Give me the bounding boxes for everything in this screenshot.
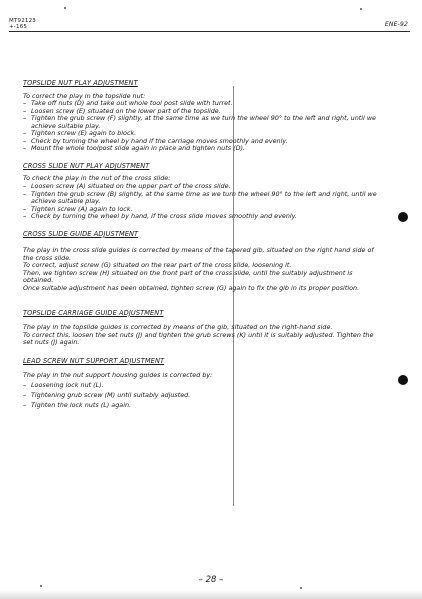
list-item: – Tighten screw (A) again to lock. — [23, 206, 378, 214]
paragraph: Then, we tighten screw (H) situated on the front part of the cross slide, until the suitably adjustment is obtained. — [23, 268, 353, 285]
page-number: – 28 – — [198, 575, 224, 585]
step-list — [23, 380, 378, 410]
section-intro: The play in the nut support housing guides is corrected by: — [23, 371, 213, 380]
section-heading: TOPSLIDE NUT PLAY ADJUSTMENT — [23, 79, 138, 87]
scan-speck — [40, 585, 42, 587]
list-item: – Tightening grub screw (M) until suitably adjusted. — [23, 390, 378, 400]
list-item: – Tighten the grub screw (B) slightly, at the same time as we turn the wheel 90° to the left and right, until we achieve suitable play. — [23, 191, 378, 206]
scan-edge — [0, 590, 422, 599]
list-item: – Loosening lock nut (L). — [23, 380, 378, 390]
list-item: – Check by turning the wheel by hand, if the cross slide moves smoothly and evenly. — [23, 213, 378, 221]
document-body — [23, 80, 378, 410]
section-heading: LEAD SCREW NUT SUPPORT ADJUSTMENT — [23, 356, 165, 365]
step-list — [23, 100, 378, 153]
scan-speck — [64, 7, 66, 9]
list-item: – Check by turning the wheel by hand if the carriage moves smoothly and evenly. — [23, 138, 378, 146]
list-item: – Tighten screw (E) again to block. — [23, 130, 378, 138]
step-list — [23, 183, 378, 221]
list-item: – Loosen screw (E) situated on the lower part of the topslide. — [23, 108, 378, 116]
paragraph: The play in the topslide guides is corrected by means of the gib, situated on the right-hand side. — [23, 323, 333, 332]
punch-hole-bottom — [398, 375, 408, 385]
reference-subcode: +-165 — [9, 24, 28, 30]
paragraph: Once suitable adjustment has been obtained, tighten screw (G) again to fix the gib in its proper position. — [23, 284, 360, 293]
paragraph: To correct this, loosen the set nuts (J) and tighten the grub screws (K) until it is suitably adjusted. Tighten the set nuts (J) again. — [23, 330, 374, 347]
section-heading: TOPSLIDE CARRIAGE GUIDE ADJUSTMENT — [23, 308, 164, 317]
section-cross-slide-nut-play — [23, 163, 378, 221]
section-intro: To check the play in the nut of the cross slide: — [23, 174, 171, 183]
section-lead-screw-nut-support — [23, 358, 378, 410]
paragraph: To correct, adjust screw (G) situated on the rear part of the cross slide, loosening it. — [23, 261, 292, 270]
list-item: – Loosen screw (A) situated on the upper part of the cross slide. — [23, 183, 378, 191]
section-topslide-nut-play — [23, 80, 378, 153]
section-heading: CROSS SLIDE GUIDE ADJUSTMENT — [23, 229, 139, 238]
section-heading: CROSS SLIDE NUT PLAY ADJUSTMENT — [23, 161, 150, 170]
document-reference — [9, 18, 36, 30]
list-item: – Tighten the grub screw (F) slightly, at the same time as we turn the wheel 90° to the left and right, until we achieve suitable play. — [23, 115, 378, 130]
scan-speck — [360, 8, 362, 10]
section-topslide-carriage-guide — [23, 310, 378, 347]
scan-speck — [300, 587, 302, 589]
section-intro: To correct the play in the topslide nut: — [23, 91, 146, 100]
list-item: – Tighten the lock nuts (L) again. — [23, 400, 378, 410]
paragraph: The play in the cross slide guides is corrected by means of the tapered gib, situated on the right hand side of the cross slide. — [23, 246, 374, 262]
section-cross-slide-guide — [23, 231, 378, 293]
header-rule — [9, 31, 410, 32]
punch-hole-top — [398, 212, 408, 222]
list-item: – Take off nuts (D) and take out whole tool post slide with turret. — [23, 100, 378, 108]
list-item: – Mount the whole toolpost slide again in place and tighten nuts (D). — [23, 145, 378, 153]
document-code: ENE-92 — [384, 21, 408, 28]
reference-code: MT92123 — [9, 18, 37, 24]
